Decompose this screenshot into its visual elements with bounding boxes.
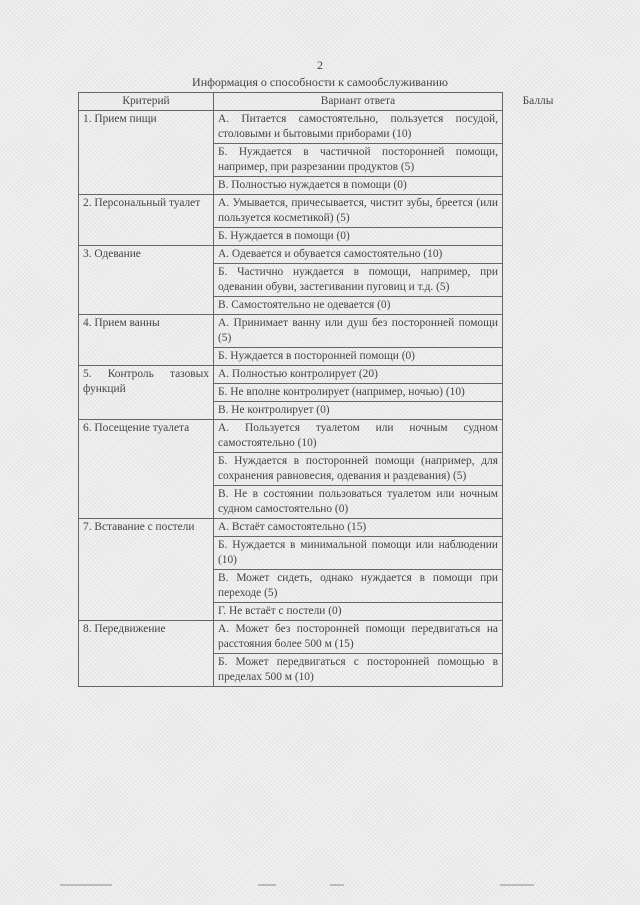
answer-option-cell: В. Не в состоянии пользоваться туалетом или ночным судном самостоятельно (0) <box>214 486 503 519</box>
score-cell <box>503 297 574 315</box>
score-cell <box>503 111 574 144</box>
score-cell <box>503 264 574 297</box>
answer-option-cell: Г. Не встаёт с постели (0) <box>214 603 503 621</box>
table-row <box>79 246 574 264</box>
footer-mark <box>60 884 112 886</box>
score-cell <box>503 537 574 570</box>
answer-option-cell: Б. Нуждается в посторонней помощи (0) <box>214 348 503 366</box>
footer-mark <box>500 884 534 886</box>
answer-option-cell: В. Самостоятельно не одевается (0) <box>214 297 503 315</box>
score-cell <box>503 654 574 687</box>
page-footer-marks <box>0 884 640 892</box>
score-cell <box>503 519 574 537</box>
score-cell <box>503 195 574 228</box>
score-cell <box>503 366 574 384</box>
criterion-cell: 1. Прием пищи <box>79 111 214 195</box>
table-row <box>79 621 574 654</box>
table-row <box>79 420 574 453</box>
score-cell <box>503 621 574 654</box>
answer-option-cell: А. Умывается, причесывается, чистит зубы, бреется (или пользуется косметикой) (5) <box>214 195 503 228</box>
criterion-cell: 6. Посещение туалета <box>79 420 214 519</box>
header-criterion: Критерий <box>79 93 214 111</box>
score-cell <box>503 348 574 366</box>
criterion-cell: 7. Вставание с постели <box>79 519 214 621</box>
answer-option-cell: Б. Нуждается в частичной посторонней помощи, например, при разрезании продуктов (5) <box>214 144 503 177</box>
score-cell <box>503 384 574 402</box>
table-row <box>79 519 574 537</box>
score-cell <box>503 228 574 246</box>
score-cell <box>503 177 574 195</box>
table-row <box>79 315 574 348</box>
answer-option-cell: А. Полностью контролирует (20) <box>214 366 503 384</box>
self-care-table-container <box>78 92 573 687</box>
score-cell <box>503 402 574 420</box>
header-answer: Вариант ответа <box>214 93 503 111</box>
answer-option-cell: Б. Нуждается в посторонней помощи (например, для сохранения равновесия, одевания и раздевания) (5) <box>214 453 503 486</box>
page-number: 2 <box>317 58 323 72</box>
footer-mark <box>330 884 344 886</box>
score-cell <box>503 246 574 264</box>
criterion-cell: 4. Прием ванны <box>79 315 214 366</box>
answer-option-cell: Б. Не вполне контролирует (например, ночью) (10) <box>214 384 503 402</box>
table-row <box>79 195 574 228</box>
table-header-row <box>79 93 574 111</box>
answer-option-cell: В. Полностью нуждается в помощи (0) <box>214 177 503 195</box>
answer-option-cell: В. Может сидеть, однако нуждается в помощи при переходе (5) <box>214 570 503 603</box>
table-row <box>79 366 574 384</box>
score-cell <box>503 603 574 621</box>
score-cell <box>503 144 574 177</box>
table-row <box>79 111 574 144</box>
score-cell <box>503 486 574 519</box>
score-cell <box>503 315 574 348</box>
answer-option-cell: А. Питается самостоятельно, пользуется посудой, столовыми и бытовыми приборами (10) <box>214 111 503 144</box>
answer-option-cell: Б. Может передвигаться с посторонней помощью в пределах 500 м (10) <box>214 654 503 687</box>
answer-option-cell: А. Может без посторонней помощи передвигаться на расстояния более 500 м (15) <box>214 621 503 654</box>
criterion-cell: 2. Персональный туалет <box>79 195 214 246</box>
answer-option-cell: А. Пользуется туалетом или ночным судном самостоятельно (10) <box>214 420 503 453</box>
answer-option-cell: А. Принимает ванну или душ без посторонней помощи (5) <box>214 315 503 348</box>
footer-mark <box>258 884 276 886</box>
document-title: Информация о способности к самообслуживанию <box>192 75 448 89</box>
criterion-cell: 3. Одевание <box>79 246 214 315</box>
answer-option-cell: А. Одевается и обувается самостоятельно (10) <box>214 246 503 264</box>
answer-option-cell: Б. Частично нуждается в помощи, например, при одевании обуви, застегивании пуговиц и т.д. (5) <box>214 264 503 297</box>
self-care-table <box>78 92 573 687</box>
header-score: Баллы <box>503 93 574 111</box>
table-body <box>79 111 574 687</box>
criterion-cell: 8. Передвижение <box>79 621 214 687</box>
answer-option-cell: Б. Нуждается в минимальной помощи или наблюдении (10) <box>214 537 503 570</box>
criterion-cell: 5. Контроль тазовых функций <box>79 366 214 420</box>
answer-option-cell: В. Не контролирует (0) <box>214 402 503 420</box>
answer-option-cell: Б. Нуждается в помощи (0) <box>214 228 503 246</box>
answer-option-cell: А. Встаёт самостоятельно (15) <box>214 519 503 537</box>
score-cell <box>503 420 574 453</box>
score-cell <box>503 570 574 603</box>
score-cell <box>503 453 574 486</box>
